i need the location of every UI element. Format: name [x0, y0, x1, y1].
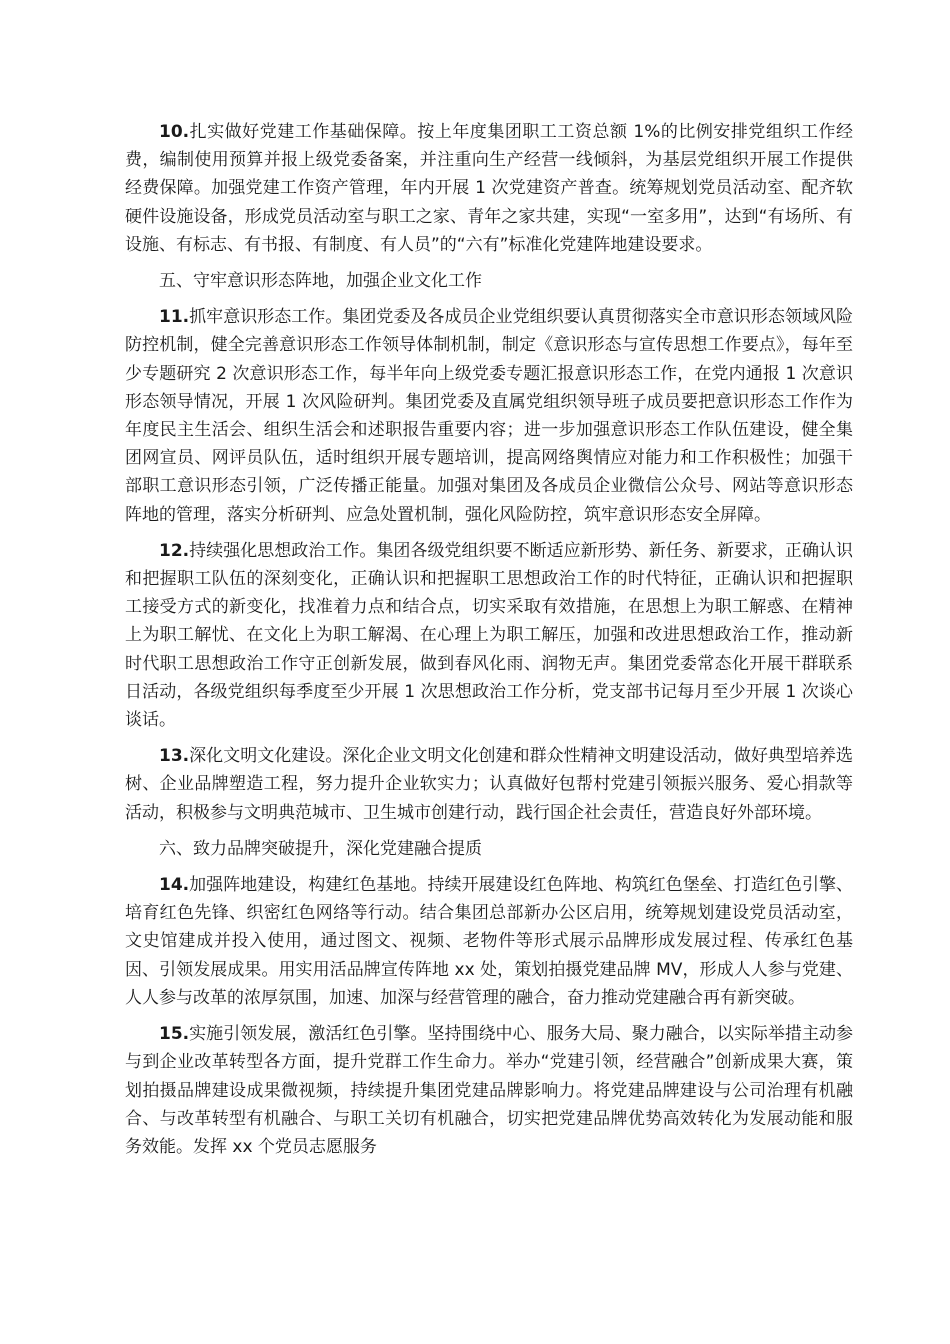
item-text: 扎实做好党建工作基础保障。按上年度集团职工工资总额 1%的比例安排党组织工作经费，编制使用预算并报上级党委备案，并注重向生产经营一线倾斜，为基层党组织开展工作提供经费保障。加强党建工作资产管理，年内开展 1 次党建资产普查。统筹规划党员活动室、配齐软硬件设施设备，形成党员活动室与职工之家、青年之家共建，实现“一室多用”，达到“有场所、有设施、有标志、有书报、有制度、有人员”的“六有”标准化党建阵地建设要求。: [125, 122, 853, 255]
item-text: 加强阵地建设，构建红色基地。持续开展建设红色阵地、构筑红色堡垒、打造红色引擎、培育红色先锋、织密红色网络等行动。结合集团总部新办公区启用，统筹规划建设党员活动室，文史馆建成并投入使用，通过图文、视频、老物件等形式展示品牌形成发展过程、传承红色基因、引领发展成果。用实用活品牌宣传阵地 xx 处，策划拍摄党建品牌 MV，形成人人参与党建、人人参与改革的浓厚氛围，加速、加深与经营管理的融合，奋力推动党建融合再有新突破。: [125, 875, 853, 1008]
item-number: 10.: [159, 122, 190, 142]
paragraph-item-11: [125, 303, 853, 529]
item-number: 11.: [159, 307, 190, 328]
item-number: 14.: [159, 875, 190, 896]
item-text: 深化文明文化建设。深化企业文明文化创建和群众性精神文明建设活动，做好典型培养选树、企业品牌塑造工程，努力提升企业软实力；认真做好包帮村党建引领振兴服务、爱心捐款等活动，积极参与文明典范城市、卫生城市创建行动，践行国企社会责任，营造良好外部环境。: [125, 746, 853, 823]
paragraph-item-12: [125, 537, 853, 734]
paragraph-item-14: [125, 871, 853, 1012]
paragraph-item-13: [125, 742, 853, 827]
item-text: 实施引领发展，激活红色引擎。坚持围绕中心、服务大局、聚力融合，以实际举措主动参与到企业改革转型各方面，提升党群工作生命力。举办“党建引领，经营融合”创新成果大赛，策划拍摄品牌建设成果微视频，持续提升集团党建品牌影响力。将党建品牌建设与公司治理有机融合、与改革转型有机融合、与职工关切有机融合，切实把党建品牌优势高效转化为发展动能和服务效能。发挥 xx 个党员志愿服务: [125, 1024, 853, 1157]
paragraph-item-15: [125, 1020, 853, 1161]
section-heading-6: 六、致力品牌突破提升，深化党建融合提质: [159, 838, 482, 859]
item-text: 抓牢意识形态工作。集团党委及各成员企业党组织要认真贯彻落实全市意识形态领域风险防控机制，健全完善意识形态工作领导体制机制，制定《意识形态与宣传思想工作要点》，每年至少专题研究 2 次意识形态工作，每半年向上级党委专题汇报意识形态工作，在党内通报 1 次意识形态领导情况，开展 1 次风险研判。集团党委及直属党组织领导班子成员要把意识形态工作作为年度民主生活会、组织生活会和述职报告重要内容；进一步加强意识形态工作队伍建设，健全集团网宣员、网评员队伍，适时组织开展专题培训，提高网络舆情应对能力和工作积极性；加强干部职工意识形态引领，广泛传播正能量。加强对集团及各成员企业微信公众号、网站等意识形态阵地的管理，落实分析研判、应急处置机制，强化风险防控，筑牢意识形态安全屏障。: [125, 307, 853, 525]
item-number: 13.: [159, 746, 190, 767]
item-number: 12.: [159, 540, 190, 561]
paragraph-item-10: [125, 118, 853, 259]
item-number: 15.: [159, 1024, 190, 1045]
section-heading-5: 五、守牢意识形态阵地，加强企业文化工作: [159, 271, 482, 292]
document-page: [125, 118, 853, 1169]
item-text: 持续强化思想政治工作。集团各级党组织要不断适应新形势、新任务、新要求，正确认识和把握职工队伍的深刻变化，正确认识和把握职工思想政治工作的时代特征，正确认识和把握职工接受方式的新变化，找准着力点和结合点，切实采取有效措施，在思想上为职工解惑、在精神上为职工解忧、在文化上为职工解渴、在心理上为职工解压，加强和改进思想政治工作，推动新时代职工思想政治工作守正创新发展，做到春风化雨、润物无声。集团党委常态化开展干群联系日活动，各级党组织每季度至少开展 1 次思想政治工作分析，党支部书记每月至少开展 1 次谈心谈话。: [125, 540, 853, 731]
